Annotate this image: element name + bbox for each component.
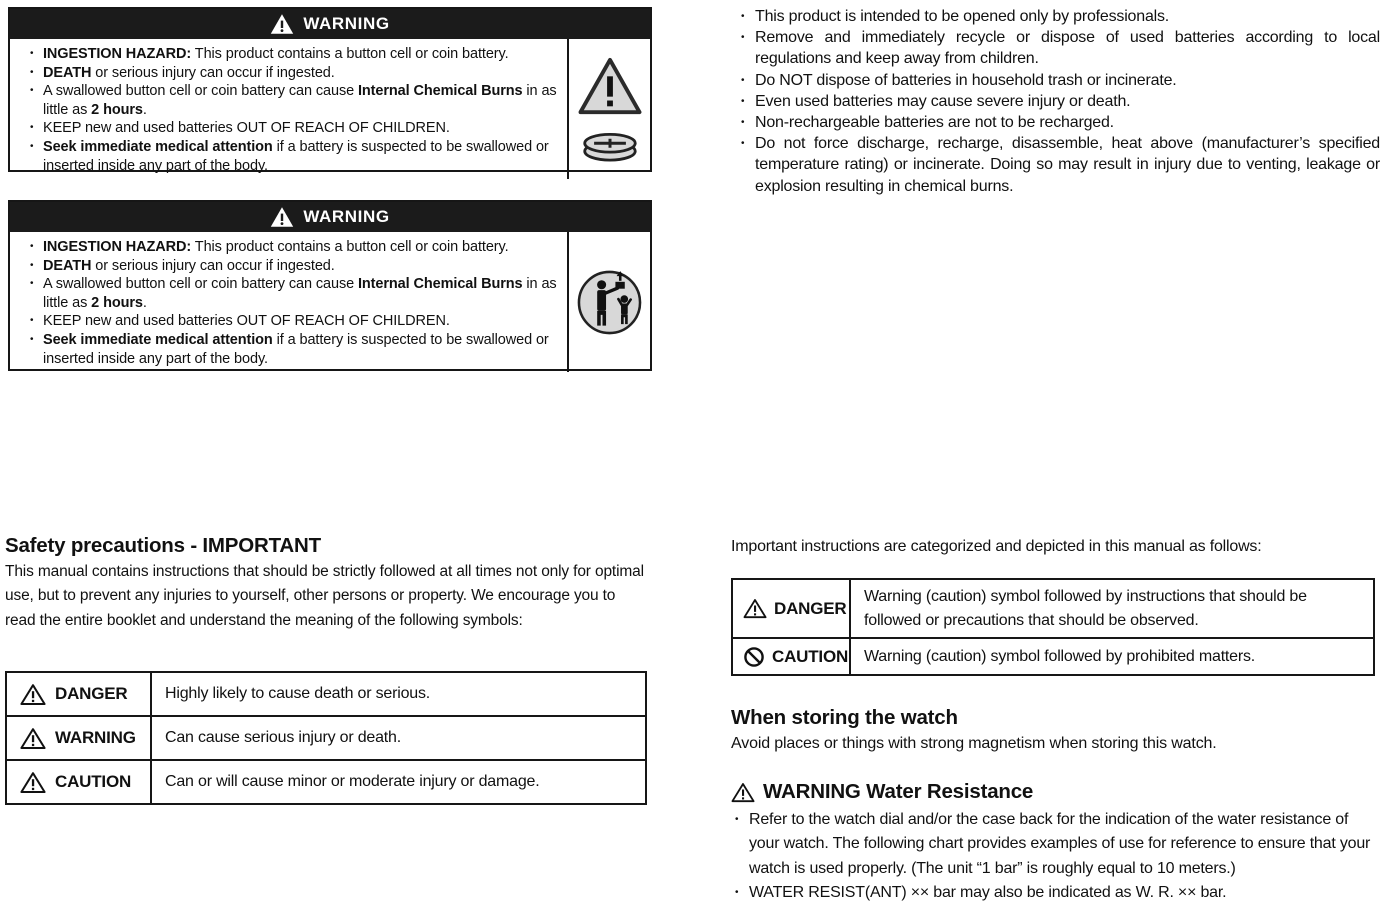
warning-box-title: WARNING (303, 14, 390, 33)
list-item: • Do NOT dispose of batteries in household trash or incinerate. (737, 70, 1380, 91)
text: if a battery is suspected to be swallowed or inserted inside any part of the body. (43, 138, 549, 174)
water-resistance-heading (731, 780, 1033, 804)
categories-intro: Important instructions are categorized and depicted in this manual as follows: (731, 538, 1262, 555)
water-resistance-list (731, 808, 1377, 904)
text: or serious injury can occur if ingested. (91, 257, 335, 274)
section-body: This manual contains instructions that should be strictly followed at all times not only for optimal use, but to prevent any injuries to yourself, other persons or property. We encourage you to read the entire booklet and understand the meaning of the following symbols: (5, 563, 644, 629)
list-item (43, 138, 559, 175)
severity-description: Can or will cause minor or moderate injury or damage. (151, 760, 646, 804)
warning-box-2 (8, 200, 652, 371)
text: This product contains a button cell or coin battery. (191, 239, 509, 255)
table-row (732, 579, 1374, 638)
category-table (731, 578, 1375, 676)
bold-text: INGESTION HAZARD: (43, 46, 192, 62)
table-row (732, 638, 1374, 675)
bold-text: Seek immediate medical attention (43, 138, 273, 155)
section-title: Safety precautions - IMPORTANT (5, 534, 321, 557)
text: or serious injury can occur if ingested. (91, 64, 335, 81)
text: A swallowed button cell or coin battery can cause (43, 83, 358, 100)
bold-text: Internal Chemical Burns (358, 83, 523, 100)
warning-triangle-icon (20, 727, 46, 750)
severity-description: Highly likely to cause death or serious. (151, 672, 646, 716)
list-item (43, 238, 559, 257)
bold-text: Internal Chemical Burns (358, 276, 523, 293)
severity-label: WARNING (55, 728, 136, 747)
list-item (43, 257, 559, 276)
warning-triangle-icon (20, 683, 46, 706)
severity-label: DANGER (55, 684, 128, 703)
text: KEEP new and used batteries OUT OF REACH OF CHILDREN. (43, 313, 450, 330)
table-row (6, 716, 646, 760)
bold-text: DEATH (43, 64, 92, 81)
prohibition-icon (743, 646, 765, 668)
category-label: DANGER (774, 598, 847, 618)
list-item (43, 275, 559, 312)
text: if a battery is suspected to be swallowed or inserted inside any part of the body. (43, 331, 549, 367)
warning-list (10, 39, 567, 179)
table-row (6, 760, 646, 804)
warning-box-2-header (10, 202, 650, 232)
list-item (43, 331, 559, 368)
text: . (142, 101, 147, 118)
bold-text: INGESTION HAZARD: (43, 239, 192, 255)
severity-label: CAUTION (55, 772, 132, 791)
list-item: • This product is intended to be opened only by professionals. (737, 6, 1380, 27)
table-row (6, 672, 646, 716)
warning-triangle-icon (743, 598, 767, 619)
text: in as little as (43, 276, 557, 311)
warning-icon-cell (567, 232, 650, 372)
warning-box-1 (8, 7, 652, 172)
bold-text: 2 hours (91, 101, 143, 118)
warning-box-1-body (10, 39, 650, 179)
text: This product contains a button cell or coin battery. (191, 46, 509, 62)
bold-text: 2 hours (91, 294, 143, 311)
warning-triangle-header-icon (270, 13, 294, 35)
warning-triangle-header-icon (270, 206, 294, 228)
list-item (43, 82, 559, 119)
bold-text: DEATH (43, 257, 92, 274)
list-item (43, 64, 559, 83)
hazard-triangle-icon (577, 56, 643, 116)
bold-text: Seek immediate medical attention (43, 331, 273, 348)
keep-away-from-children-icon (576, 269, 643, 336)
text: A swallowed button cell or coin battery can cause (43, 276, 358, 293)
warning-box-title: WARNING (303, 207, 390, 226)
text: KEEP new and used batteries OUT OF REACH OF CHILDREN. (43, 120, 450, 137)
list-item: • Do not force discharge, recharge, disassemble, heat above (manufacturer’s specified temperature rating) or incinerate. Doing so may result in injury due to venting, leakage or explosion resulting in chemical burns. (737, 133, 1380, 197)
severity-description: Can cause serious injury or death. (151, 716, 646, 760)
text: . (142, 294, 147, 311)
warning-box-2-body (10, 232, 650, 372)
list-item: • Remove and immediately recycle or dispose of used batteries according to local regulations and keep away from children. (737, 27, 1380, 69)
symbol-meaning-table (5, 671, 647, 805)
list-item: • Even used batteries may cause severe injury or death. (737, 91, 1380, 112)
list-item: • Refer to the watch dial and/or the case back for the indication of the water resistance of your watch. The following chart provides examples of use for reference to ensure that your watch is used properly. (The unit “1 bar” is roughly equal to 10 meters.) (731, 808, 1377, 881)
list-item (43, 312, 559, 331)
category-description: Warning (caution) symbol followed by instructions that should be followed or precautions that should be observed. (850, 579, 1374, 638)
storing-title: When storing the watch (731, 706, 958, 729)
warning-list (10, 232, 567, 372)
list-item (43, 119, 559, 138)
category-description: Warning (caution) symbol followed by prohibited matters. (850, 638, 1374, 675)
list-item (43, 45, 559, 64)
warning-icon-cell (567, 39, 650, 179)
warning-triangle-icon (20, 771, 46, 794)
water-resistance-title: WARNING Water Resistance (763, 780, 1034, 803)
button-battery-icon (581, 131, 639, 163)
list-item: • WATER RESIST(ANT) ×× bar may also be indicated as W. R. ×× bar. (731, 881, 1377, 904)
warning-triangle-icon (731, 782, 755, 803)
storing-body: Avoid places or things with strong magnetism when storing this watch. (731, 735, 1217, 752)
text: in as little as (43, 83, 557, 118)
list-item: • Non-rechargeable batteries are not to be recharged. (737, 112, 1380, 133)
category-label: CAUTION (772, 646, 849, 666)
battery-instructions-list (737, 6, 1380, 197)
warning-box-1-header (10, 9, 650, 39)
